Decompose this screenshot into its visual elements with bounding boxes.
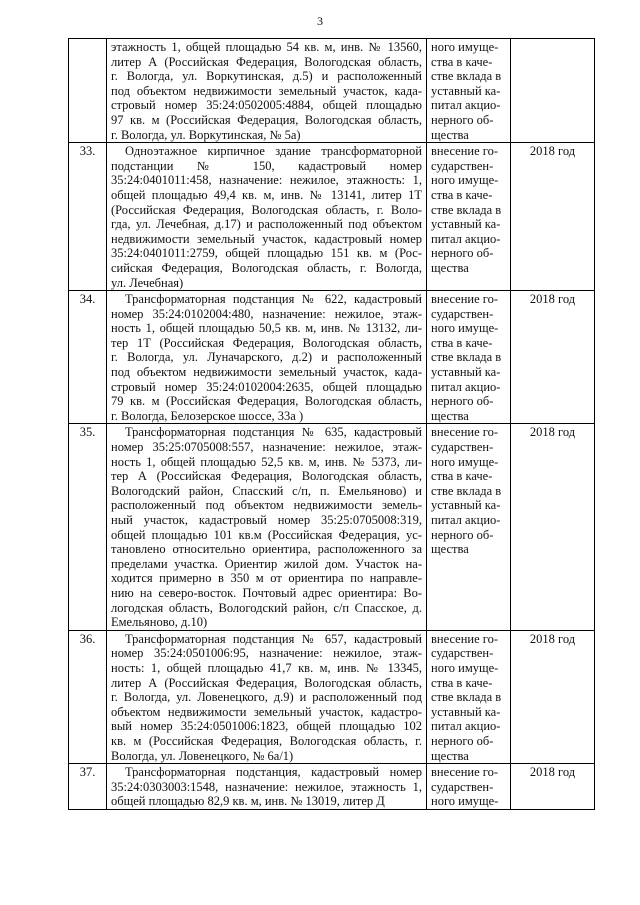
description-line: под объектом недвижимости земельный участок, када- [111,83,422,98]
method-line: нерного об- [431,246,494,261]
property-description [107,39,427,143]
description-line: номер 35:25:0705008:557, назначение: нежилое, этаж- [111,440,422,455]
property-description [107,764,427,810]
description-line: Вологодский район, Спасский с/п, п. Емельяново) и [111,483,422,498]
property-description [107,291,427,424]
property-description [107,630,427,763]
method-line: ства в каче- [431,187,493,202]
description-line: Вологда, ул. Ловенецкого, № 6а/1) [111,748,294,763]
description-line: под объектом недвижимости земельный участок, када- [111,365,422,380]
description-line: 97 кв. м (Российская Федерация, Вологодская область, [111,112,422,127]
method-line: питал акцио- [431,231,501,246]
method-line: сударствен- [431,440,494,455]
method-line: питал акцио- [431,719,501,734]
row-number: 33. [69,143,107,291]
description-line: кв. м (Российская Федерация, Вологодская область, г. [111,733,422,748]
description-line: Трансформаторная подстанция, кадастровый номер [125,765,422,780]
description-line: 79 кв. м (Российская Федерация, Вологодская область, [111,394,422,409]
description-line: (Российская Федерация, Вологодская область, г. Воло- [111,202,422,217]
description-line: 35:24:0303003:1548, назначение: нежилое, этажность 1, [111,779,422,794]
row-number: 37. [69,764,107,810]
method-line: щества [431,260,469,275]
description-line: Трансформаторная подстанция № 635, кадастровый [125,425,422,440]
property-description [107,424,427,630]
description-line: ул. Лечебная) [111,275,184,290]
page-number: 3 [317,14,323,28]
method-line: ства в каче- [431,469,493,484]
description-line: 35:24:0401011:2759, общей площадью 151 кв. м (Рос- [111,246,422,261]
method-line: стве вклада в [431,483,502,498]
description-line: тер 1Т (Российская Федерация, Вологодская область, [111,335,422,350]
property-register-table [68,38,595,810]
description-line: стровый номер 35:24:0102004:2635, общей площадью [111,379,422,394]
method-line: внесение го- [431,425,498,440]
method-line: уставный ка- [431,83,501,98]
description-line: общей площадью 82,9 кв. м, инв. № 13019, литер Д [111,794,385,809]
table-row [69,424,595,630]
method-line: щества [431,748,469,763]
row-number: 35. [69,424,107,630]
privatization-year: 2018 год [511,143,595,291]
method-line: щества [431,542,469,557]
description-line: г. Вологда, ул. Луначарского, д.2) и расположенный [111,350,422,365]
method-line: щества [431,127,469,142]
privatization-year: 2018 год [511,764,595,810]
description-line: г. Вологда, ул. Ловенецкого, д.9) и расположенный под [111,690,422,705]
method-line: нерного об- [431,394,494,409]
method-line: щества [431,408,469,423]
method-line: внесение го- [431,292,498,307]
row-number: 36. [69,630,107,763]
table-row [69,630,595,763]
description-line: ходится примерно в 350 м от ориентира по направле- [111,571,422,586]
description-line: литер А (Российская Федерация, Вологодская область, [111,675,422,690]
description-line: логодская область, Вологодский район, с/п Спасское, д. [111,600,422,615]
privatization-year: 2018 год [511,291,595,424]
description-line: Трансформаторная подстанция № 622, кадастровый [125,292,422,307]
table-row [69,764,595,810]
description-line: расположенный под объектом недвижимости земель- [111,498,422,513]
description-line: подстанции № 150, кадастровый номер [111,158,422,173]
description-line: нию на северо-восток. Почтовый адрес ориентира: Во- [111,585,422,600]
method-line: питал акцио- [431,379,501,394]
method-line: питал акцио- [431,98,501,113]
privatization-year: 2018 год [511,630,595,763]
method-line: ного имуще- [431,321,499,336]
description-line: вый номер 35:24:0501006:1823, общей площадью 102 [111,719,422,734]
method-line: сударствен- [431,646,494,661]
privatization-method [427,291,511,424]
privatization-year [511,39,595,143]
method-line: стве вклада в [431,350,502,365]
description-line: объектом недвижимости земельный участок, кадастро- [111,704,422,719]
method-line: уставный ка- [431,217,501,232]
description-line: Трансформаторная подстанция № 657, кадастровый [125,631,422,646]
description-line: тановлено относительно ориентира, расположенного за [111,542,422,557]
method-line: сударствен- [431,779,494,794]
description-line: ный участок, кадастровый номер 35:25:0705008:319, [111,513,422,527]
method-line: сударствен- [431,158,494,173]
privatization-method [427,630,511,763]
method-line: ного имуще- [431,173,499,188]
method-line: ства в каче- [431,675,493,690]
description-line: ность: 1, общей площадью 41,7 кв. м, инв. № 13345, [111,660,422,675]
method-line: ного имуще- [431,454,499,469]
description-line: литер А (Российская Федерация, Вологодская область, [111,54,422,69]
method-line: внесение го- [431,765,498,780]
description-line: г. Вологда, Белозерское шоссе, 33а ) [111,408,304,423]
table-row [69,39,595,143]
property-description [107,143,427,291]
description-line: ность 1, общей площадью 50,5 кв. м, инв. № 13132, ли- [111,321,422,336]
row-number: 34. [69,291,107,424]
method-line: внесение го- [431,144,498,159]
method-line: уставный ка- [431,704,501,719]
description-line: этажность 1, общей площадью 54 кв. м, инв. № 13560, [111,40,422,54]
privatization-method [427,143,511,291]
privatization-method [427,424,511,630]
description-line: номер 35:24:0102004:480, назначение: нежилое, этаж- [111,306,422,321]
method-line: ного имуще- [431,794,499,809]
method-line: ства в каче- [431,54,493,69]
description-line: г. Вологда, ул. Воркутинская, № 5а) [111,127,301,142]
method-line: стве вклада в [431,69,502,84]
method-line: нерного об- [431,527,494,542]
table-row [69,143,595,291]
method-line: стве вклада в [431,202,502,217]
description-line: Одноэтажное кирпичное здание трансформаторной [125,144,422,159]
method-line: нерного об- [431,112,494,127]
description-line: общей площадью 101 кв.м (Российская Федерация, ус- [111,527,422,542]
method-line: уставный ка- [431,498,501,513]
privatization-method [427,39,511,143]
description-line: недвижимости земельный участок, кадастровый номер [111,231,422,246]
method-line: сударствен- [431,306,494,321]
description-line: 35:24:0401011:458, назначение: нежилое, этажность: 1, [111,173,422,188]
privatization-year: 2018 год [511,424,595,630]
method-line: ного имуще- [431,660,499,675]
description-line: пределами участка. Ориентир жилой дом. Участок на- [111,556,422,571]
description-line: тер А (Российская Федерация, Вологодская область, [111,469,422,484]
description-line: общей площадью 49,4 кв. м, инв. № 13141, литер 1Т [111,187,422,202]
description-line: гда, ул. Лечебная, д.17) и расположенный под объектом [111,217,422,232]
method-line: ства в каче- [431,335,493,350]
method-line: нерного об- [431,733,494,748]
method-line: внесение го- [431,631,498,646]
method-line: стве вклада в [431,690,502,705]
row-number [69,39,107,143]
description-line: номер 35:24:0501006:95, назначение: нежилое, этаж- [111,646,422,661]
description-line: г. Вологда, ул. Воркутинская, д.5) и расположенный [111,69,422,84]
method-line: питал акцио- [431,513,501,527]
privatization-method [427,764,511,810]
description-line: ность 1, общей площадью 52,5 кв. м, инв. № 5373, ли- [111,454,422,469]
table-row [69,291,595,424]
method-line: уставный ка- [431,365,501,380]
method-line: ного имуще- [431,40,499,54]
description-line: Емельяново, д.10) [111,615,208,630]
description-line: сийская Федерация, Вологодская область, г. Вологда, [111,260,422,275]
description-line: стровый номер 35:24:0502005:4884, общей площадью [111,98,422,113]
